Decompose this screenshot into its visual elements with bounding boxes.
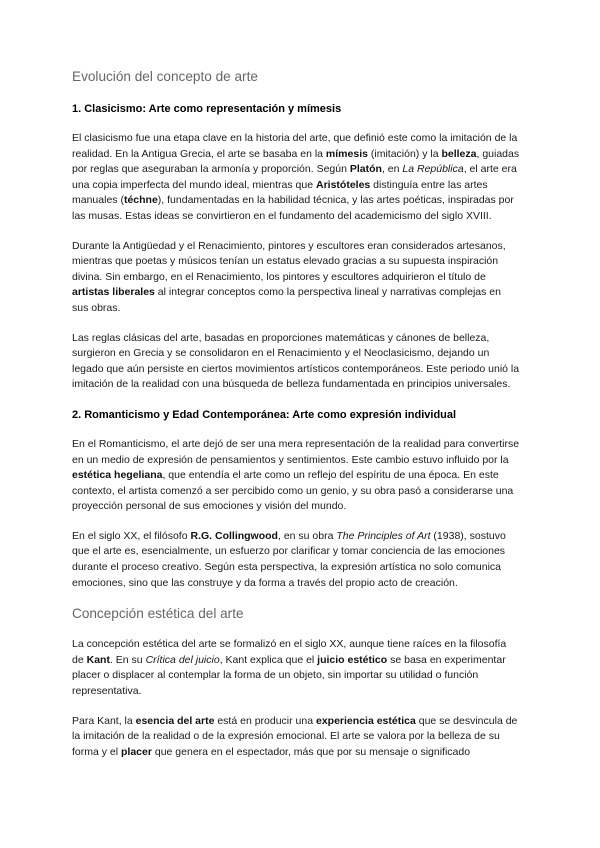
text-run: está en producir una bbox=[214, 714, 316, 727]
paragraph-clasicismo-2 bbox=[72, 239, 520, 317]
document-title: Evolución del concepto de arte bbox=[72, 69, 258, 84]
text-run: que genera en el espectador, más que por su mensaje o significado bbox=[151, 745, 471, 758]
text-run: , que entendía el arte como un reflejo del espíritu de una época. En este contexto, el artista comenzó a ser percibido como un genio, y su obra pasó a considerarse una proyección personal de sus emociones y visión del mundo. bbox=[72, 469, 514, 513]
text-run: (1938), sostuvo que el arte es, esencialmente, un esfuerzo por clarificar y tomar conciencia de las emociones durante el proceso creativo. Según esta perspectiva, la expresión artística no solo comunica emociones, sino que las construye y da forma a través del propio acto de creación. bbox=[72, 529, 506, 589]
text-run: Para Kant, la bbox=[72, 714, 136, 727]
text-run: En el siglo XX, el filósofo bbox=[72, 529, 191, 542]
bold-term-estetica-hegeliana: estética hegeliana bbox=[72, 469, 163, 482]
bold-term-experiencia-estetica: experiencia estética bbox=[316, 714, 416, 727]
italic-title-critica-del-juicio: Crítica del juicio bbox=[145, 653, 220, 666]
text-run: Durante la Antigüedad y el Renacimiento, pintores y escultores eran considerados artesanos, mientras que poetas y músicos tenían un estatus elevado gracias a su supuesta inspiración divina. Sin embargo, en el Renacimiento, los pintores y escultores adquirieron el título de bbox=[72, 239, 506, 283]
bold-term-artistas-liberales: artistas liberales bbox=[72, 286, 155, 299]
italic-title-la-republica: La República bbox=[402, 163, 464, 176]
paragraph-romanticismo-1 bbox=[72, 437, 520, 515]
section-heading-romanticismo: 2. Romanticismo y Edad Contemporánea: Arte como expresión individual bbox=[72, 408, 457, 421]
text-run: distinguía entre las artes manuales ( bbox=[72, 178, 488, 207]
bold-term-collingwood: R.G. Collingwood bbox=[190, 529, 278, 542]
bold-term-techne: téchne bbox=[123, 194, 158, 207]
paragraph-clasicismo-1 bbox=[72, 131, 520, 225]
bold-term-platon: Platón bbox=[349, 163, 382, 176]
document-page bbox=[72, 68, 520, 774]
text-run: El clasicismo fue una etapa clave en la historia del arte, que definió este como la imitación de la realidad. En la Antigua Grecia, el arte se basaba en la bbox=[72, 132, 518, 160]
text-run: En el Romanticismo, el arte dejó de ser una mera representación de la realidad para convertirse en un medio de expresión de pensamientos y sentimientos. Este cambio estuvo influido por la bbox=[72, 437, 520, 466]
paragraph-estetica-1 bbox=[72, 637, 520, 699]
text-run: . En su bbox=[109, 653, 146, 666]
bold-term-aristoteles: Aristóteles bbox=[315, 178, 371, 191]
text-run: , el arte era una copia imperfecta del mundo ideal, mientras que bbox=[72, 163, 517, 191]
text-run: La concepción estética del arte se formalizó en el siglo XX, aunque tiene raíces en la filosofía de bbox=[72, 638, 507, 666]
bold-term-placer: placer bbox=[121, 745, 152, 758]
italic-title-principles-of-art: The Principles of Art bbox=[336, 529, 431, 542]
bold-term-mimesis: mímesis bbox=[325, 147, 368, 160]
bold-term-esencia-del-arte: esencia del arte bbox=[135, 714, 215, 727]
section-heading-clasicismo: 1. Clasicismo: Arte como representación y mímesis bbox=[72, 103, 342, 115]
text-run: al integrar conceptos como la perspectiva lineal y narrativas complejas en sus obras. bbox=[72, 286, 501, 314]
text-run: , guiadas por reglas que aseguraban la armonía y proporción. Según bbox=[72, 147, 520, 176]
text-run: se basa en experimentar placer o displacer al contemplar la forma de un objeto, sin importar su utilidad o función representativa. bbox=[72, 653, 506, 698]
text-run: (imitación) y la bbox=[367, 147, 442, 160]
bold-term-juicio-estetico: juicio estético bbox=[317, 653, 388, 666]
bold-term-kant: Kant bbox=[86, 653, 110, 666]
text-run: , en su obra bbox=[277, 529, 337, 542]
paragraph-estetica-2 bbox=[72, 714, 520, 761]
paragraph-romanticismo-2 bbox=[72, 529, 520, 591]
paragraph-clasicismo-3: Las reglas clásicas del arte, basadas en proporciones matemáticas y cánones de belleza, surgieron en Grecia y se consolidaron en el Renacimiento y el Neoclasicismo, dejando un legado que aún persiste en ciertos movimientos artísticos contemporáneos. Este periodo unió la imitación de la realidad con una búsqueda de belleza fundamentada en principios universales. bbox=[72, 331, 520, 391]
bold-term-belleza: belleza bbox=[441, 147, 477, 160]
text-run: ), fundamentadas en la habilidad técnica, y las artes poéticas, inspiradas por las musas. Estas ideas se convirtieron en el fundamento del academicismo del siglo XVIII. bbox=[72, 194, 514, 222]
text-run: que se desvincula de la imitación de la realidad o de la expresión emocional. El arte se valora por la belleza de su forma y el bbox=[72, 714, 518, 758]
text-run: , Kant explica que el bbox=[219, 653, 318, 666]
section-title-concepcion-estetica: Concepción estética del arte bbox=[72, 606, 244, 622]
text-run: , en bbox=[381, 163, 403, 176]
